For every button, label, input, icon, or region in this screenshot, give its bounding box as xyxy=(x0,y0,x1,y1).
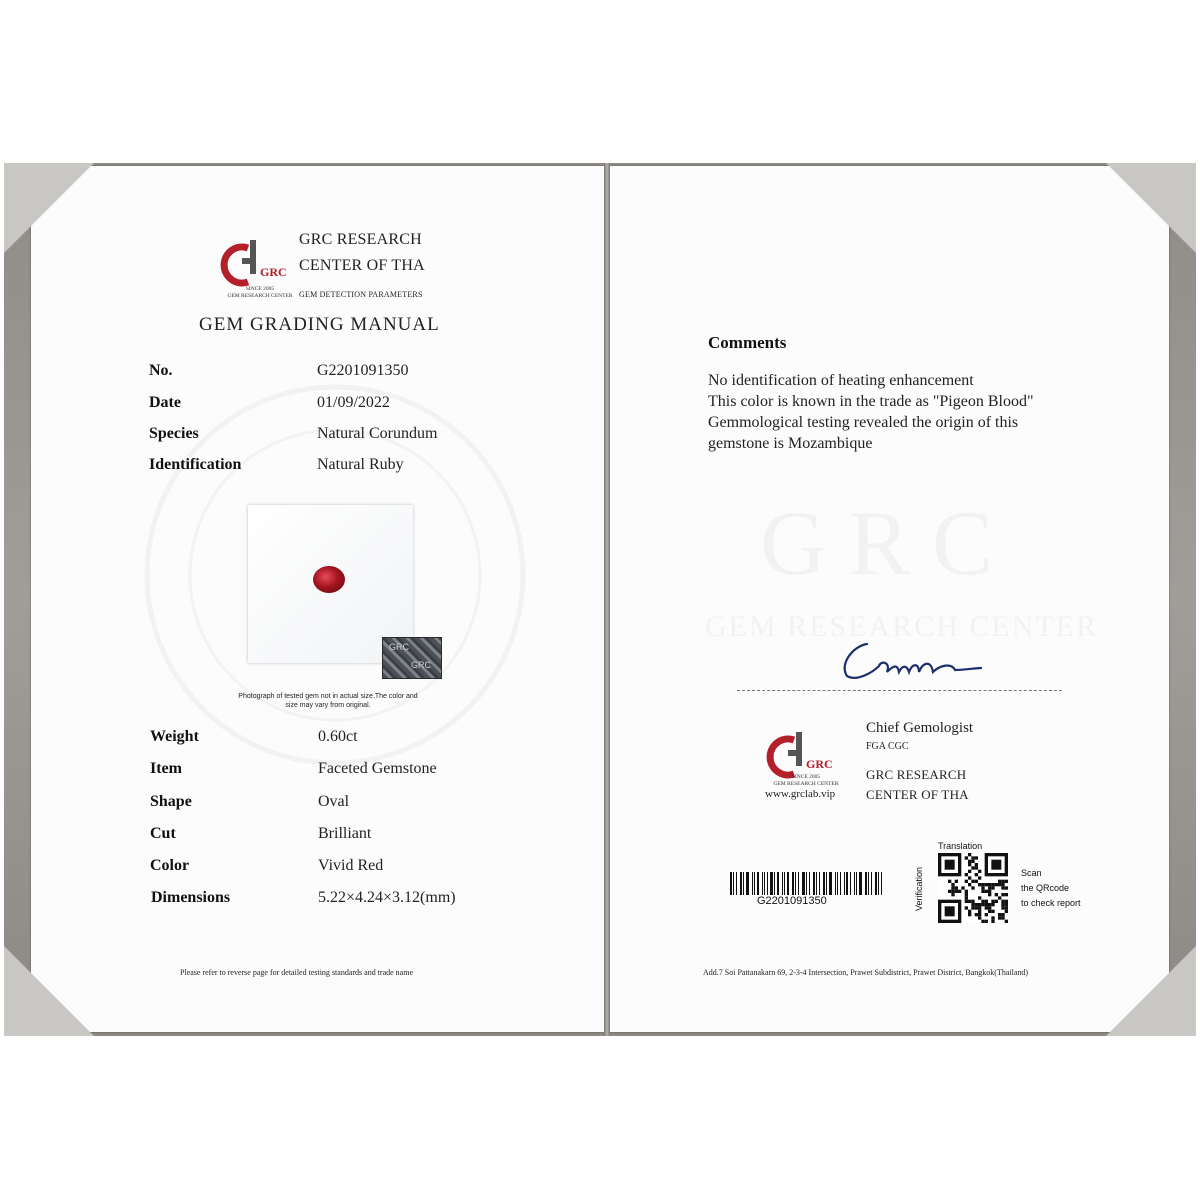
hologram-text-1: GRC xyxy=(389,642,409,652)
field-label-date: Date xyxy=(149,394,181,411)
barcode-bar xyxy=(764,872,765,895)
field-label-color: Color xyxy=(150,857,190,874)
corner-holder-top-right xyxy=(1106,163,1196,253)
qr-module xyxy=(971,866,974,869)
qr-module xyxy=(1001,903,1004,906)
qr-module xyxy=(951,893,954,896)
right-org-line2: CENTER OF THA xyxy=(866,787,969,802)
qr-module xyxy=(978,896,981,899)
qr-module xyxy=(988,883,991,886)
qr-module xyxy=(991,900,994,903)
left-footer-note: Please refer to reverse page for detailed testing standards and trade name xyxy=(180,968,414,977)
photo-caption-line1: Photograph of tested gem not in actual size.The color and xyxy=(238,693,418,700)
qr-module xyxy=(1001,886,1004,889)
barcode-bar xyxy=(777,872,779,895)
comments-body xyxy=(708,370,1128,454)
qr-module xyxy=(991,916,994,919)
qr-module xyxy=(975,880,978,883)
qr-module xyxy=(951,890,954,893)
barcode-number: G2201091350 xyxy=(757,895,827,907)
barcode-bar xyxy=(850,872,851,895)
right-watermark-logo xyxy=(760,490,1015,596)
barcode-bar xyxy=(752,872,753,895)
signature xyxy=(835,632,985,687)
barcode-bar xyxy=(767,872,768,895)
qr-module xyxy=(965,856,968,859)
website-url: www.grclab.vip xyxy=(765,788,836,800)
field-value-cut: Brilliant xyxy=(318,825,372,842)
qr-module xyxy=(991,910,994,913)
qr-module xyxy=(998,883,1001,886)
barcode-bar xyxy=(835,872,836,895)
qr-module xyxy=(1005,920,1008,923)
qr-module xyxy=(965,880,968,883)
org-name-line2: CENTER OF THA xyxy=(299,257,425,274)
grc-logo xyxy=(220,236,310,316)
qr-module xyxy=(971,856,974,859)
qr-module xyxy=(971,903,974,906)
barcode-bar xyxy=(844,872,845,895)
qr-module xyxy=(978,916,981,919)
qr-module xyxy=(955,886,958,889)
qr-module xyxy=(1001,883,1004,886)
qr-label-translation: Translation xyxy=(938,841,983,851)
qr-module xyxy=(985,920,988,923)
barcode-bar xyxy=(823,872,825,895)
qr-module xyxy=(965,873,968,876)
qr-module xyxy=(955,890,958,893)
barcode-bar xyxy=(802,872,805,895)
field-label-cut: Cut xyxy=(150,825,176,842)
field-value-color: Vivid Red xyxy=(318,857,384,874)
qr-module xyxy=(985,883,988,886)
qr-module xyxy=(1005,886,1008,889)
qr-module xyxy=(988,886,991,889)
barcode-bar xyxy=(770,872,773,895)
field-value-species: Natural Corundum xyxy=(317,425,438,442)
field-label-shape: Shape xyxy=(150,793,192,810)
barcode-bar xyxy=(856,872,857,895)
corner-holder-bottom-right xyxy=(1106,946,1196,1036)
qr-module xyxy=(965,893,968,896)
qr-module xyxy=(968,863,971,866)
barcode-bar xyxy=(809,872,810,895)
logo-right-text: GRC xyxy=(806,757,833,771)
qr-module xyxy=(945,906,955,916)
qr-module xyxy=(991,883,994,886)
field-label-dimensions: Dimensions xyxy=(151,889,231,906)
qr-module xyxy=(991,860,1001,870)
qr-module xyxy=(975,906,978,909)
barcode-bar xyxy=(774,872,775,895)
qr-module xyxy=(968,853,971,856)
qr-module xyxy=(978,913,981,916)
folder-spine xyxy=(604,163,610,1036)
qr-module xyxy=(998,880,1001,883)
qr-module xyxy=(991,920,994,923)
qr-module xyxy=(968,883,971,886)
qr-note-line2: the QRcode xyxy=(1021,883,1070,893)
qr-note-line1: Scan xyxy=(1021,868,1042,878)
qr-module xyxy=(971,906,974,909)
qr-module xyxy=(985,906,988,909)
qr-module xyxy=(1001,893,1004,896)
qr-note-line3: to check report xyxy=(1021,898,1081,908)
ruby-gem-image xyxy=(313,566,345,593)
barcode-bar xyxy=(784,872,785,895)
qr-module xyxy=(985,890,988,893)
corner-holder-top-left xyxy=(4,163,94,253)
qr-module xyxy=(968,900,971,903)
qr-module xyxy=(971,860,974,863)
barcode-bar xyxy=(762,872,763,895)
barcode-bar xyxy=(854,872,855,895)
qr-module xyxy=(1001,916,1004,919)
qr-module xyxy=(1005,903,1008,906)
barcode-bar xyxy=(829,872,832,895)
hologram-text-2: GRC xyxy=(411,660,431,670)
barcode-bar xyxy=(878,872,879,895)
barcode-bar xyxy=(754,872,755,895)
field-value-date: 01/09/2022 xyxy=(317,394,390,411)
qr-module xyxy=(995,893,998,896)
qr-module xyxy=(968,860,971,863)
qr-module xyxy=(971,880,974,883)
qr-module xyxy=(968,913,971,916)
field-value-shape: Oval xyxy=(318,793,350,810)
logo-right-since: SINCE 2005 xyxy=(791,774,821,780)
field-value-item: Faceted Gemstone xyxy=(318,760,437,777)
qr-module xyxy=(968,910,971,913)
qr-module xyxy=(981,920,984,923)
barcode-bar xyxy=(730,872,732,895)
barcode-bar xyxy=(826,872,827,895)
qr-module xyxy=(951,886,954,889)
barcode-bar xyxy=(816,872,817,895)
comments-heading: Comments xyxy=(708,333,787,352)
field-label-number: No. xyxy=(149,362,173,379)
qr-module xyxy=(985,900,988,903)
qr-module xyxy=(975,903,978,906)
qr-module xyxy=(995,883,998,886)
barcode-bar xyxy=(806,872,807,895)
qr-module xyxy=(961,886,964,889)
qr-module xyxy=(968,876,971,879)
qr-module xyxy=(988,890,991,893)
field-value-number: G2201091350 xyxy=(317,362,409,379)
barcode-bar xyxy=(740,872,742,895)
comment-line-3: Gemmological testing revealed the origin of this xyxy=(708,414,1019,431)
qr-module xyxy=(975,866,978,869)
page-title: GEM GRADING MANUAL xyxy=(199,314,440,335)
qr-module xyxy=(951,883,954,886)
qr-module xyxy=(988,903,991,906)
qr-module xyxy=(988,893,991,896)
qr-module xyxy=(1001,906,1004,909)
field-label-weight: Weight xyxy=(150,728,199,745)
qr-code[interactable] xyxy=(938,853,1008,923)
qr-module xyxy=(988,906,991,909)
qr-code-graphic xyxy=(938,853,1008,923)
barcode-bar xyxy=(782,872,783,895)
barcode-bar xyxy=(757,872,759,895)
field-label-item: Item xyxy=(150,760,182,777)
qr-module xyxy=(981,886,984,889)
qr-module xyxy=(978,876,981,879)
qr-module xyxy=(1001,880,1004,883)
photo-caption-line2: size may vary from original. xyxy=(285,702,371,709)
barcode-bar xyxy=(787,872,789,895)
qr-module xyxy=(975,913,978,916)
barcode-bar xyxy=(868,872,869,895)
qr-module xyxy=(1005,893,1008,896)
logo-since: SINCE 2005 xyxy=(245,286,275,292)
qr-module xyxy=(991,903,994,906)
qr-module xyxy=(965,906,968,909)
qr-module xyxy=(1001,900,1004,903)
barcode-bar xyxy=(733,872,734,895)
org-name-line1: GRC RESEARCH xyxy=(299,231,422,248)
barcode-bar xyxy=(859,872,862,895)
qr-module xyxy=(978,883,981,886)
logo-sub: GEM RESEARCH CENTER xyxy=(227,293,293,299)
grc-logo-icon xyxy=(220,236,300,291)
barcode-bar xyxy=(871,872,872,895)
comment-line-2: This color is known in the trade as "Pigeon Blood" xyxy=(708,393,1034,410)
qr-module xyxy=(958,890,961,893)
barcode-bar xyxy=(813,872,815,895)
signature-line xyxy=(737,690,1062,691)
qr-module xyxy=(985,913,988,916)
qr-module xyxy=(981,900,984,903)
barcode-bar xyxy=(792,872,794,895)
gemologist-credentials: FGA CGC xyxy=(866,741,909,752)
qr-module xyxy=(981,903,984,906)
qr-module xyxy=(998,896,1001,899)
qr-instructions xyxy=(1021,866,1081,911)
field-value-identification: Natural Ruby xyxy=(317,456,404,473)
field-label-identification: Identification xyxy=(149,456,242,473)
qr-module xyxy=(1001,913,1004,916)
barcode-bar xyxy=(743,872,744,895)
qr-module xyxy=(978,903,981,906)
barcode-bar xyxy=(837,872,838,895)
qr-module xyxy=(945,860,955,870)
qr-module xyxy=(981,883,984,886)
qr-module xyxy=(978,870,981,873)
barcode-bar xyxy=(840,872,842,895)
barcode-bar xyxy=(875,872,877,895)
qr-module xyxy=(998,916,1001,919)
qr-module xyxy=(1005,900,1008,903)
qr-module xyxy=(995,900,998,903)
qr-module xyxy=(965,890,968,893)
barcode-bar xyxy=(746,872,749,895)
qr-module xyxy=(975,863,978,866)
barcode xyxy=(730,872,885,895)
qr-module xyxy=(991,886,994,889)
barcode-bar xyxy=(881,872,882,895)
qr-module xyxy=(985,903,988,906)
org-tagline: GEM DETECTION PARAMETERS xyxy=(299,290,423,299)
barcode-bar xyxy=(795,872,796,895)
field-value-weight: 0.60ct xyxy=(318,728,358,745)
comment-line-1: No identification of heating enhancement xyxy=(708,372,974,389)
barcode-bar xyxy=(846,872,848,895)
qr-module xyxy=(968,870,971,873)
qr-module xyxy=(948,880,951,883)
barcode-bar xyxy=(865,872,867,895)
right-org-line1: GRC RESEARCH xyxy=(866,767,967,782)
qr-label-verification-wrap xyxy=(914,860,931,920)
qr-module xyxy=(948,890,951,893)
field-label-species: Species xyxy=(149,425,199,442)
barcode-bar xyxy=(736,872,737,895)
photo-caption xyxy=(223,692,433,710)
qr-module xyxy=(965,900,968,903)
hologram-sticker xyxy=(382,637,442,679)
qr-module xyxy=(971,886,974,889)
qr-module xyxy=(1005,910,1008,913)
qr-module xyxy=(1005,906,1008,909)
logo-right-sub: GEM RESEARCH CENTER xyxy=(773,781,839,787)
right-page xyxy=(609,166,1169,1032)
logo-text: GRC xyxy=(260,265,287,279)
qr-module xyxy=(971,900,974,903)
signature-drawing xyxy=(835,632,985,682)
qr-label-verification: Verification xyxy=(914,866,925,912)
barcode-bar xyxy=(798,872,799,895)
chief-gemologist-title: Chief Gemologist xyxy=(866,720,974,736)
qr-module xyxy=(1005,880,1008,883)
corner-holder-bottom-left xyxy=(4,946,94,1036)
qr-module xyxy=(978,906,981,909)
qr-module xyxy=(998,913,1001,916)
qr-module xyxy=(975,873,978,876)
comment-line-4: gemstone is Mozambique xyxy=(708,435,873,452)
qr-module xyxy=(975,856,978,859)
qr-module xyxy=(955,880,958,883)
qr-module xyxy=(981,890,984,893)
qr-module xyxy=(978,910,981,913)
barcode-bar xyxy=(819,872,820,895)
qr-module xyxy=(965,896,968,899)
qr-module xyxy=(988,910,991,913)
field-value-dimensions: 5.22×4.24×3.12(mm) xyxy=(318,889,456,906)
right-footer-address: Add.7 Soi Pattanakarn 69, 2-3-4 Intersection, Prawet Subdistrict, Prawet District, Bangkok(Thailand) xyxy=(703,968,1029,977)
